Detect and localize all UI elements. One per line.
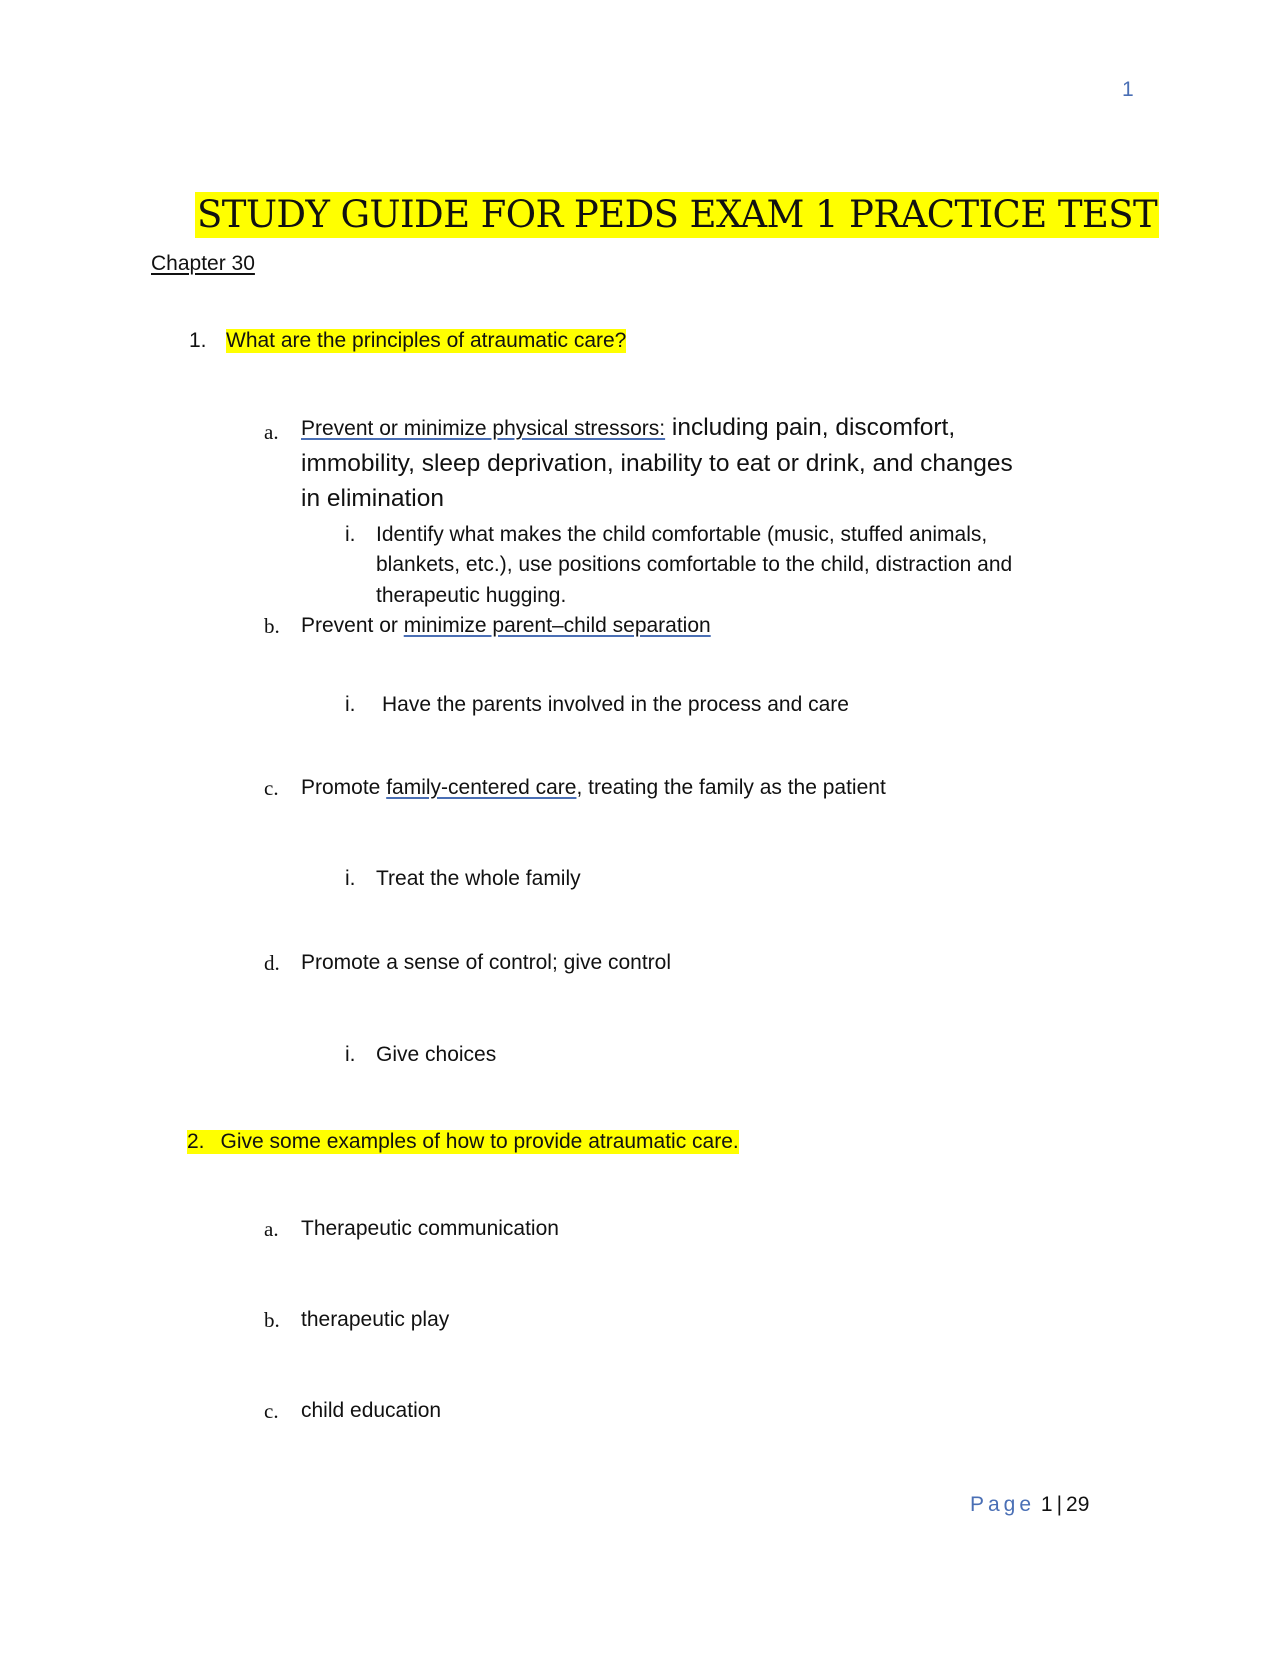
item-1b-i-marker: i.	[345, 693, 356, 716]
page-footer	[970, 1493, 1089, 1517]
question-1-number: 1.	[189, 329, 207, 352]
physical-stressors-link[interactable]: Prevent or minimize physical stressors:	[301, 417, 666, 440]
item-2b-text: therapeutic play	[301, 1308, 450, 1331]
item-1d-i-marker: i.	[345, 1043, 356, 1066]
corner-page-number: 1	[1122, 78, 1134, 101]
question-2-text: Give some examples of how to provide atraumatic care.	[220, 1130, 739, 1153]
item-1c-i-text: Treat the whole family	[376, 867, 581, 890]
document-title: STUDY GUIDE FOR PEDS EXAM 1 PRACTICE TEST	[197, 193, 1158, 236]
item-1c-suffix: , treating the family as the patient	[576, 776, 886, 799]
item-1b-text	[301, 614, 711, 638]
item-1d-marker: d.	[264, 951, 280, 975]
item-1a-i-line2: blankets, etc.), use positions comfortable to the child, distraction and	[376, 553, 1013, 576]
item-1c-marker: c.	[264, 776, 279, 800]
question-1-text: What are the principles of atraumatic care?	[226, 329, 627, 352]
item-1a-line1	[301, 414, 955, 442]
item-2a-marker: a.	[264, 1217, 279, 1241]
parent-child-separation-link[interactable]: minimize parent–child separation	[403, 614, 711, 637]
item-1b-prefix: Prevent or	[301, 614, 404, 637]
question-2	[187, 1130, 739, 1154]
item-2c-text: child education	[301, 1399, 442, 1422]
item-1a-marker: a.	[264, 420, 279, 444]
item-1b-marker: b.	[264, 614, 280, 638]
footer-total-pages: 29	[1066, 1493, 1090, 1516]
item-1a-line2: immobility, sleep deprivation, inability to eat or drink, and changes	[301, 450, 1013, 477]
footer-page-label: Page	[970, 1493, 1036, 1516]
item-1c-i-marker: i.	[345, 867, 356, 890]
item-1d-i-text: Give choices	[376, 1043, 497, 1066]
family-centered-care-link[interactable]: family-centered care	[386, 776, 577, 799]
footer-current-page: 1	[1040, 1493, 1053, 1516]
item-1c-prefix: Promote	[301, 776, 387, 799]
item-2a-text: Therapeutic communication	[301, 1217, 559, 1240]
item-1a-i-line3: therapeutic hugging.	[376, 584, 567, 607]
item-1a-i-line1: Identify what makes the child comfortable (music, stuffed animals,	[376, 523, 988, 546]
item-1a-line1-rest: including pain, discomfort,	[665, 414, 956, 441]
question-2-number: 2.	[187, 1130, 205, 1153]
item-2c-marker: c.	[264, 1399, 279, 1423]
item-1c-text	[301, 776, 886, 800]
item-1d-text: Promote a sense of control; give control	[301, 951, 672, 974]
item-1b-i-text: Have the parents involved in the process and care	[382, 693, 849, 716]
chapter-heading: Chapter 30	[151, 252, 255, 275]
item-1a-i-marker: i.	[345, 523, 356, 546]
footer-separator: |	[1056, 1493, 1063, 1516]
item-2b-marker: b.	[264, 1308, 280, 1332]
item-1a-line3: in elimination	[301, 485, 444, 512]
